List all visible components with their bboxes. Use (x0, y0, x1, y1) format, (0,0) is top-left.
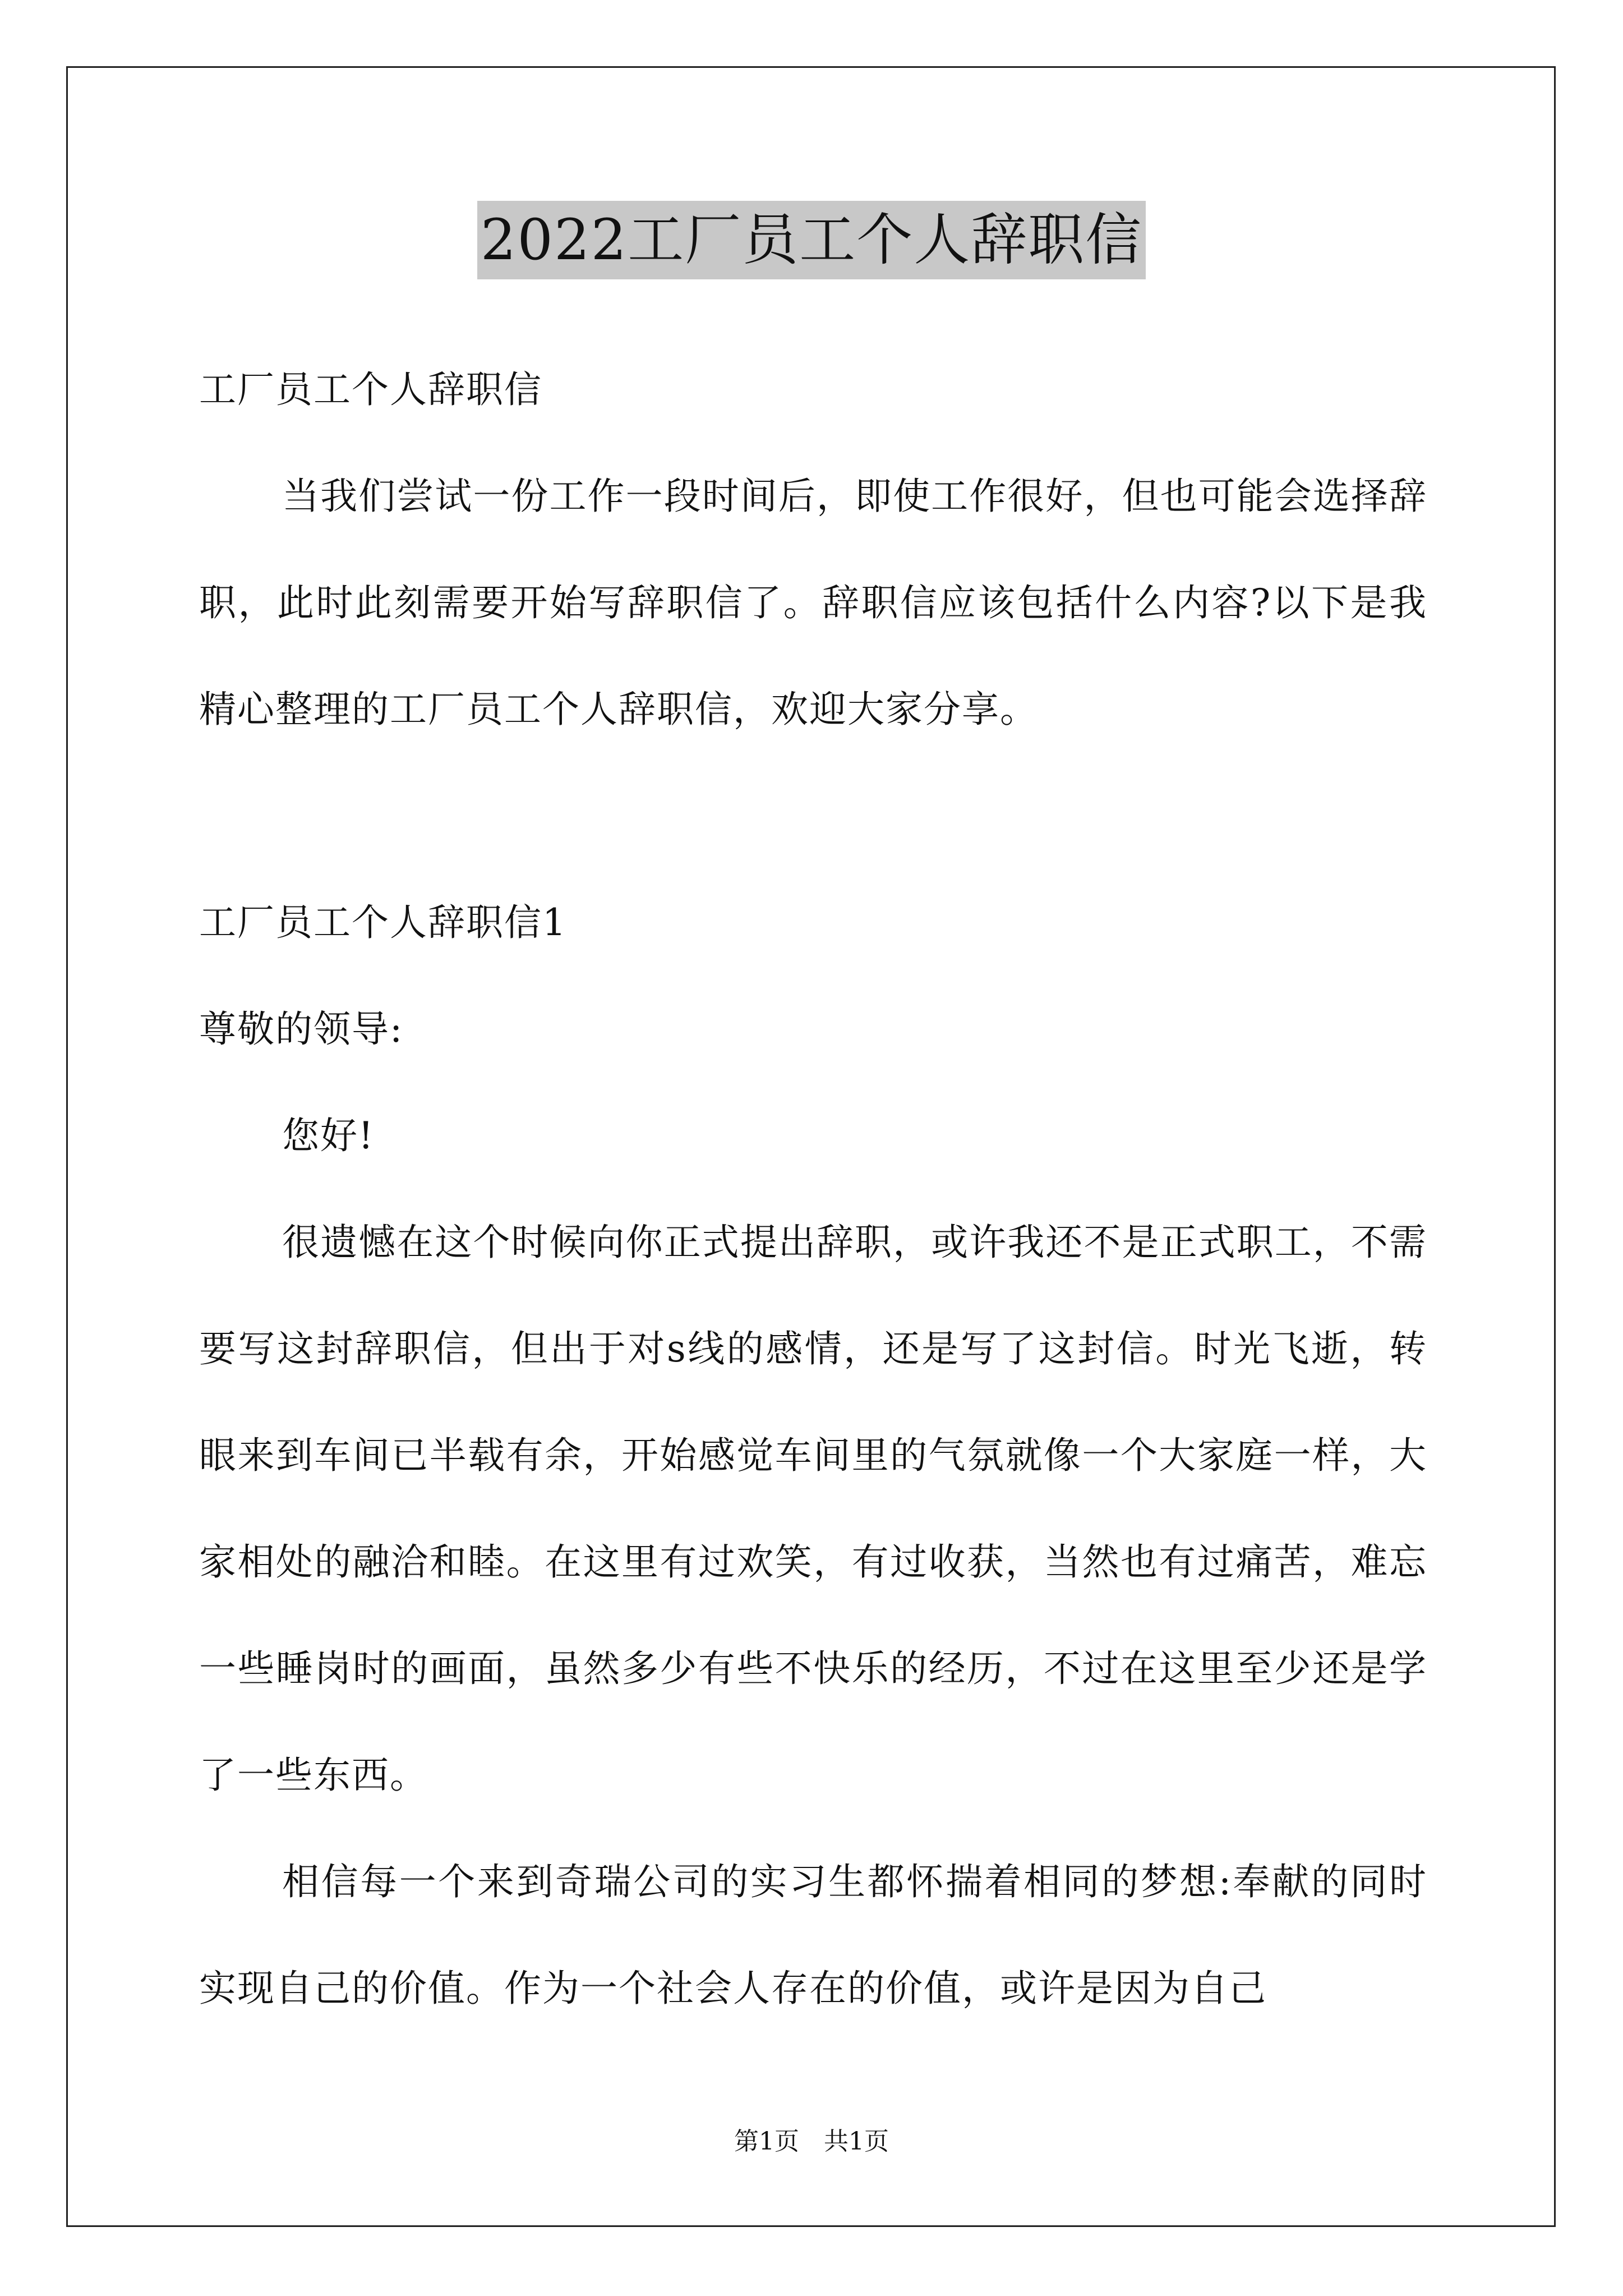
section-heading: 工厂员工个人辞职信1 (199, 901, 567, 944)
greeting: 您好! (282, 1114, 375, 1157)
document-subtitle: 工厂员工个人辞职信 (199, 368, 542, 411)
spacer (199, 763, 1427, 869)
intro-paragraph: 当我们尝试一份工作一段时间后，即使工作很好，但也可能会选择辞职，此时此刻需要开始写辞职信了。辞职信应该包括什么内容?以下是我精心整理的工厂员工个人辞职信，欢迎大家分享。 (199, 475, 1427, 731)
document-body (199, 337, 1427, 2042)
document-title: 2022工厂员工个人辞职信 (477, 201, 1146, 279)
body-paragraph: 相信每一个来到奇瑞公司的实习生都怀揣着相同的梦想:奉献的同时实现自己的价值。作为一个社会人存在的价值，或许是因为自己 (199, 1860, 1427, 2010)
salutation: 尊敬的领导: (199, 1007, 404, 1051)
body-paragraph: 很遗憾在这个时候向你正式提出辞职，或许我还不是正式职工，不需要写这封辞职信，但出于对s线的感情，还是写了这封信。时光飞逝，转眼来到车间已半载有余，开始感觉车间里的气氛就像一个大家庭一样，大家相处的融洽和睦。在这里有过欢笑，有过收获，当然也有过痛苦，难忘一些睡岗时的画面，虽然多少有些不快乐的经历，不过在这里至少还是学了一些东西。 (199, 1221, 1427, 1797)
title-container (0, 201, 1623, 279)
page-footer: 第1页 共1页 (734, 2127, 889, 2156)
